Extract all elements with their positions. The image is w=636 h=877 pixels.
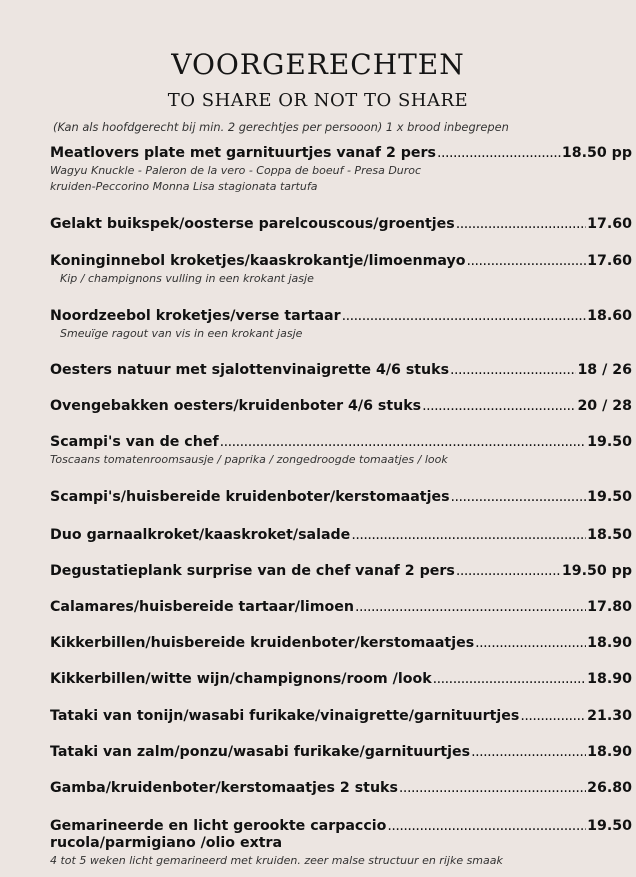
item-description-line: 4 tot 5 weken licht gemarineerd met kruiden. zeer malse structuur en rijke smaak	[50, 854, 503, 867]
dot-leader	[520, 708, 586, 724]
menu-item-line	[50, 671, 632, 687]
menu-item	[50, 489, 632, 505]
item-name: Gemarineerde en licht gerookte carpaccio	[50, 818, 387, 834]
item-price: 18.90	[587, 635, 632, 651]
item-price: 18 / 26	[577, 362, 632, 378]
dot-leader	[422, 398, 576, 414]
item-price: 18.90	[587, 744, 632, 760]
menu-item	[50, 253, 632, 287]
item-price: 17.60	[587, 253, 632, 269]
item-name: Ovengebakken oesters/kruidenboter 4/6 stuks	[50, 398, 422, 414]
menu-item-line	[50, 563, 632, 579]
item-name: Kikkerbillen/witte wijn/champignons/room /look	[50, 671, 432, 687]
menu-item-line	[50, 599, 632, 615]
menu-item-line	[50, 145, 632, 161]
dot-leader	[456, 563, 561, 579]
menu-item-line	[50, 489, 632, 505]
menu-item-line	[50, 818, 632, 834]
item-price: 17.80	[587, 599, 632, 615]
menu-title: VOORGERECHTEN	[171, 48, 465, 81]
item-name: Tataki van zalm/ponzu/wasabi furikake/garnituurtjes	[50, 744, 471, 760]
dot-leader	[342, 308, 586, 324]
dot-leader	[220, 434, 586, 450]
item-price: 26.80	[587, 780, 632, 796]
dot-leader	[437, 145, 561, 161]
item-description-line: Kip / champignons vulling in een krokant jasje	[60, 272, 314, 285]
item-description	[50, 163, 632, 195]
item-description-line: Toscaans tomatenroomsausje / paprika / zongedroogde tomaatjes / look	[50, 453, 448, 466]
item-price: 21.30	[587, 708, 632, 724]
menu-item	[50, 818, 632, 869]
menu-item-line	[50, 708, 632, 724]
menu-item	[50, 216, 632, 232]
menu-item-line	[50, 398, 632, 414]
item-price: 18.90	[587, 671, 632, 687]
menu-item	[50, 434, 632, 468]
item-name: Tataki van tonijn/wasabi furikake/vinaigrette/garnituurtjes	[50, 708, 520, 724]
item-description-line: kruiden-Peccorino Monna Lisa stagionata tartufa	[50, 180, 318, 193]
menu-item-line	[50, 216, 632, 232]
item-description	[50, 452, 632, 468]
menu-item	[50, 599, 632, 615]
item-name: Kikkerbillen/huisbereide kruidenboter/kerstomaatjes	[50, 635, 475, 651]
menu-subtitle: TO SHARE OR NOT TO SHARE	[167, 90, 469, 111]
menu-item	[50, 398, 632, 414]
item-name: Noordzeebol kroketjes/verse tartaar	[50, 308, 341, 324]
item-description-line: Smeuïge ragout van vis in een krokant jasje	[60, 327, 303, 340]
item-description	[50, 271, 632, 287]
item-name: Degustatieplank surprise van de chef vanaf 2 pers	[50, 563, 455, 579]
menu-item-line	[50, 780, 632, 796]
dot-leader	[471, 744, 586, 760]
item-price: 19.50 pp	[561, 563, 632, 579]
item-price: 18.60	[587, 308, 632, 324]
item-name: Scampi's van de chef	[50, 434, 219, 450]
menu-item	[50, 744, 632, 760]
menu-item	[50, 145, 632, 195]
menu-item	[50, 780, 632, 796]
item-price: 20 / 28	[577, 398, 632, 414]
item-name: Meatlovers plate met garnituurtjes vanaf 2 pers	[50, 145, 436, 161]
menu-item-line	[50, 635, 632, 651]
item-price: 17.60	[587, 216, 632, 232]
dot-leader	[355, 599, 586, 615]
item-name: Koninginnebol kroketjes/kaaskrokantje/limoenmayo	[50, 253, 466, 269]
item-price: 18.50 pp	[561, 145, 632, 161]
menu-item-line	[50, 253, 632, 269]
dot-leader	[451, 489, 587, 505]
item-name-continued: rucola/parmigiano /olio extra	[50, 835, 283, 851]
dot-leader	[475, 635, 586, 651]
dot-leader	[399, 780, 586, 796]
menu-item	[50, 671, 632, 687]
menu-note: (Kan als hoofdgerecht bij min. 2 gerechtjes per persooon) 1 x brood inbegrepen	[53, 120, 509, 134]
item-name: Calamares/huisbereide tartaar/limoen	[50, 599, 354, 615]
item-price: 18.50	[587, 527, 632, 543]
item-price: 19.50	[587, 489, 632, 505]
item-description	[50, 853, 632, 869]
item-description-line: Wagyu Knuckle - Paleron de la vero - Coppa de boeuf - Presa Duroc	[50, 164, 422, 177]
item-name: Duo garnaalkroket/kaaskroket/salade	[50, 527, 351, 543]
menu-item-line	[50, 434, 632, 450]
dot-leader	[433, 671, 586, 687]
dot-leader	[351, 527, 586, 543]
menu-item-line	[50, 308, 632, 324]
menu-item-line	[50, 744, 632, 760]
menu-item	[50, 308, 632, 342]
menu-item	[50, 708, 632, 724]
menu-item	[50, 635, 632, 651]
item-name: Oesters natuur met sjalottenvinaigrette 4/6 stuks	[50, 362, 450, 378]
item-price: 19.50	[587, 434, 632, 450]
item-name: Gamba/kruidenboter/kerstomaatjes 2 stuks	[50, 780, 398, 796]
item-price: 19.50	[587, 818, 632, 834]
item-description	[50, 326, 632, 342]
item-name: Gelakt buikspek/oosterse parelcouscous/groentjes	[50, 216, 455, 232]
menu-item	[50, 527, 632, 543]
item-name: Scampi's/huisbereide kruidenboter/kerstomaatjes	[50, 489, 450, 505]
menu-item-line	[50, 362, 632, 378]
dot-leader	[456, 216, 586, 232]
menu-item-line	[50, 527, 632, 543]
menu-item	[50, 362, 632, 378]
dot-leader	[387, 818, 586, 834]
menu-item	[50, 563, 632, 579]
dot-leader	[467, 253, 587, 269]
dot-leader	[450, 362, 576, 378]
